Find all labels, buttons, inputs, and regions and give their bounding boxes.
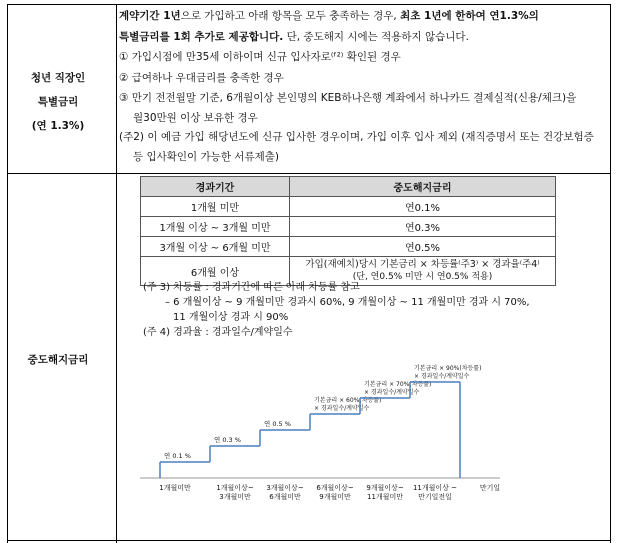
note-4: (주 4) 경과율 : 경과일수/계약일수 [143,327,293,338]
header-rate: 중도해지금리 [290,177,556,197]
early-termination-label: 중도해지금리 [27,354,89,366]
rate-cell: 연0.1% [290,197,556,217]
table-header-row [141,177,556,197]
rate-minimum-note: (단, 연0.5% 미만 시 연0.5% 적용) [352,272,493,282]
table-row [141,237,556,257]
period-cell: 1개월 미만 [141,197,290,217]
step-level-label: 연 0.1 % [164,452,191,460]
condition-3-cont: 월30만원 이상 보유한 경우 [133,111,258,124]
rate-cell: 연0.5% [290,237,556,257]
category-label: 9개월미만 [319,493,351,501]
outer-right-border [610,4,611,543]
note-2-line-1: (주2) 이 예금 가입 해당년도에 신규 입사한 경우이며, 가입 이후 입사 제외 (재직증명서 또는 건강보험증 [119,131,594,143]
column-divider [116,4,117,543]
note-3-detail-a: – 6 개월이상 ~ 9 개월미만 경과시 60%, 9 개월이상 ~ 11 개월미만 경과 시 70%, [165,297,530,308]
outer-top-border [7,4,611,5]
step-level-label: × 경과일수/계약일수 [314,405,370,412]
rate-cell: 연0.3% [290,217,556,237]
step-level-label: 기본금리 × 90%(차등률) [414,365,482,372]
step-level-label: 기본금리 × 70%(차등률) [364,381,432,388]
condition-2: ② 급여하나 우대금리를 충족한 경우 [119,71,284,84]
period-cell: 6개월 이상 [141,257,290,286]
intro-plain-c: 단, 중도해지 시에는 적용하지 않습니다. [283,30,469,43]
period-cell: 1개월 이상 ~ 3개월 미만 [141,217,290,237]
category-label: 3개월미만 [219,493,251,501]
category-label: 11개월미만 [367,493,403,501]
intro-line-2 [119,29,609,46]
early-termination-step-chart [140,330,608,510]
end-label: 만기일 [479,484,501,492]
condition-3: ③ 만기 전전월말 기준, 6개월이상 본인명의 KEB하나은행 계좌에서 하나카드 결제실적(신용/체크)을 [119,92,577,104]
category-label: 1개월미만 [159,484,191,492]
note-3: (주 3) 차등률 : 경과기간에 따른 아래 차등률 참고 [143,282,360,293]
note-3-detail-b: 11 개월이상 경과 시 90% [173,312,289,323]
row-divider-2 [7,540,611,541]
table-row [141,197,556,217]
rate-formula: 가입(재예치)당시 기본금리 × 차등률⁽주3⁾ × 경과율⁽주4⁾ [305,259,540,270]
step-layer [159,364,500,501]
category-label: 6개월미만 [269,493,301,501]
category-label: 6개월이상~ [316,484,354,492]
label-line-3: (연 1.3%) [31,120,85,132]
intro-bold-a: 계약기간 1년 [119,10,181,22]
intro-plain-a: 으로 가입하고 아래 항목을 모두 충족하는 경우, [180,10,401,22]
step-level-label: × 경과일수/계약일수 [414,373,470,380]
special-rate-label [8,66,108,138]
intro-bold-c: 특별금리를 1회 추가로 제공합니다. [119,30,284,43]
table-row [141,217,556,237]
early-termination-rate-table [140,176,556,286]
category-label: 9개월이상~ [366,484,404,492]
intro-line-1 [119,8,609,25]
special-rate-description [119,8,609,165]
category-label: 11개월이상 ~ [412,484,458,492]
category-label: 1개월이상~ [216,484,254,492]
step-level-label: 연 0.5 % [264,420,291,428]
intro-bold-b: 최초 1년에 한하여 연1.3%의 [400,10,539,22]
category-label: 만기일전일 [418,493,452,501]
step-level-label: 연 0.3 % [214,436,241,444]
label-line-1: 청년 직장인 [30,72,86,84]
step-level-label: 기본금리 × 60%(차등률) [314,397,382,404]
condition-1: ① 가입시점에 만35세 이하이며 신규 입사자로⁽ᶠ²⁾ 확인된 경우 [119,51,401,63]
header-period: 경과기간 [141,177,290,197]
period-cell: 3개월 이상 ~ 6개월 미만 [141,237,290,257]
category-label: 3개월이상~ [266,484,304,492]
step-level-label: × 경과일수/계약일수 [364,389,420,396]
row-divider-1 [7,173,611,174]
label-line-2: 특별금리 [37,96,79,108]
note-2-line-2: 등 입사확인이 가능한 서류제출) [133,150,279,163]
